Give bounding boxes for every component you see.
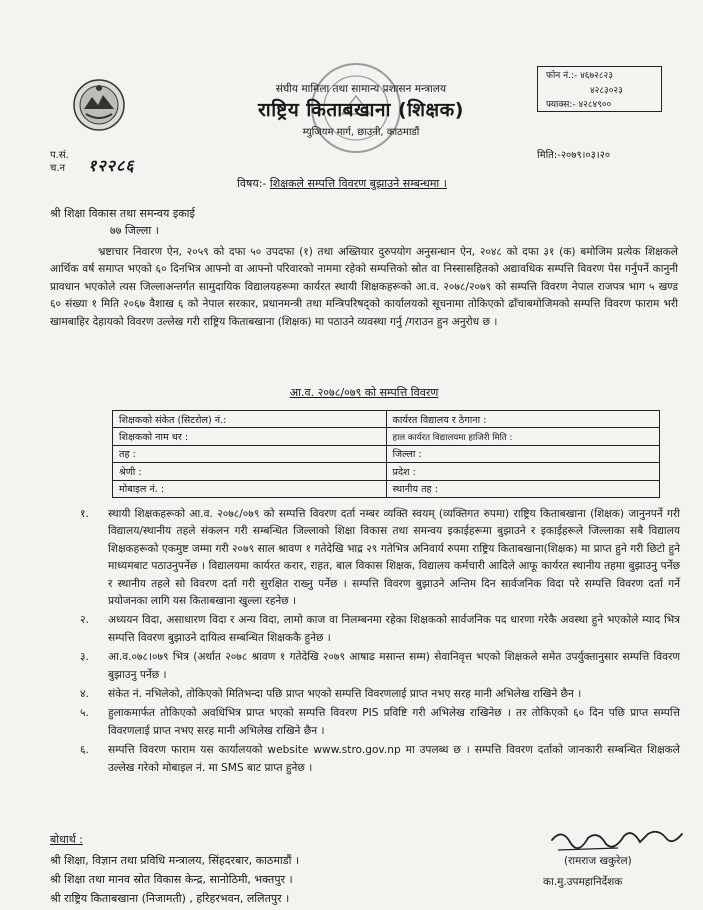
reference-labels: [50, 149, 69, 175]
cc-line: श्री शिक्षा, विज्ञान तथा प्रविधि मन्त्रालय, सिंहदरबार, काठमाडौं ।: [50, 854, 300, 867]
form-table-title: आ.व. २०७८/०७९ को सम्पत्ति विवरण: [289, 386, 439, 399]
list-item-number: ६.: [80, 744, 89, 757]
table-row: [113, 480, 660, 497]
instruction-list: [80, 506, 680, 779]
table-cell: मोबाइल नं. :: [113, 480, 387, 497]
office-title: राष्ट्रिय किताबखाना (शिक्षक): [258, 99, 464, 121]
list-item: [80, 705, 680, 740]
list-item: [80, 612, 680, 647]
recipient-line-1: श्री शिक्षा विकास तथा समन्वय इकाई: [50, 207, 195, 220]
table-cell: तह :: [113, 445, 387, 462]
list-item-number: ४.: [80, 688, 89, 701]
table-row: [113, 428, 660, 445]
chn-label: च.न: [50, 163, 66, 174]
cc-heading: बोधार्थ :: [50, 833, 83, 846]
list-item-text: हुलाकमार्फत तोकिएको अवधिभित्र प्राप्त भएको सम्पत्ति विवरण PIS प्रविष्टि गरी अभिलेख राखिनेछ । तर तोकिएको ६० दिन पछि प्राप्त सम्पत्ति विवरणलाई प्राप्त नभए सरह मानी अभिलेख राखिने छैन ।: [108, 707, 680, 737]
signatory-name: (रामराज खकुरेल): [564, 855, 632, 867]
subject-text: शिक्षकले सम्पत्ति विवरण बुझाउने सम्बन्धमा ।: [269, 177, 447, 190]
contact-box: [537, 66, 662, 112]
table-cell: शिक्षकको नाम थर :: [113, 428, 387, 445]
subject-label: विषय:-: [237, 177, 267, 190]
signatory-title: का.मु.उपमहानिर्देशक: [543, 876, 623, 888]
table-cell: हाल कार्यरत विद्यालयमा हाजिरी मिति :: [386, 428, 660, 445]
nepal-emblem-logo: [72, 78, 126, 132]
list-item-text: स्थायी शिक्षकहरूको आ.व. २०७८/०७९ को सम्पत्ति विवरण दर्ता नम्बर व्यक्ति स्वयम् (व्यक्तिगत रुपमा) राष्ट्रिय किताबखाना (शिक्षक) जानुनपर्ने गरी विद्यालय/स्थानीय तहले संकलन गरी सम्बन्धित जिल्लाको शिक्षा विकास तथा समन्वय इकाईहरूमा बुझाउने र इकाईहरूले जिल्लाका सबै विद्यालय शिक्षकहरूको एकमुष्ट जम्मा गरी २०७९ साल श्रावण १ गतेदेखि भाद्र २९ गतेभित्र अनिवार्य रुपमा राष्ट्रिय किताबखाना(शिक्षक) मा प्राप्त हुने गरी छिटो हुने माध्यमबाट पठाउनुपर्नेछ । विद्यालयमा कार्यरत करार, राहत, बाल विकास शिक्षक, विद्यालय कर्मचारी आदिले आफू कार्यरत स्थानीय तहमा बुझाउनु पर्नेछ र स्थानीय तहले सो विवरण दर्ता गरी सुरक्षित राख्नु पर्नेछ । सम्पत्ति विवरण बुझाउने अन्तिम दिन सार्वजनिक विदा परे सम्पत्ति विवरण दर्ता गर्ने प्रयोजनका लागि यस किताबखाना खुल्ला रहनेछ ।: [108, 508, 680, 608]
list-item-text: आ.व.०७८।०७९ भित्र (अर्थात २०७८ श्रावण १ गतेदेखि २०७९ आषाढ मसान्त सम्म) सेवानिवृत्त भएको शिक्षकले समेत उपर्युक्तानुसार सम्पत्ति विवरण बुझाउनु पर्नेछ ।: [108, 651, 680, 681]
asset-details-table: [112, 410, 660, 498]
fax-number: फ्याक्स:- ४२८४९००: [546, 100, 612, 110]
table-row: [113, 463, 660, 480]
table-cell: जिल्ला :: [386, 445, 660, 462]
table-cell: श्रेणी :: [113, 463, 387, 480]
list-item-number: १.: [80, 508, 89, 520]
letter-date: मिति:-२०७९।०३।२०: [537, 150, 611, 161]
table-cell: कार्यरत विद्यालय र ठेगाना :: [386, 411, 660, 428]
list-item-number: २.: [80, 614, 89, 627]
phone-number-1: फोन नं.:- ४६७२८२३: [546, 71, 613, 81]
list-item: [80, 686, 680, 703]
cc-line: श्री शिक्षा तथा मानव स्रोत विकास केन्द्र, सानोठिमी, भक्तपुर ।: [50, 873, 293, 886]
cc-line: श्री राष्ट्रिय किताबखाना (निजामती) , हरिहरभवन, ललितपुर ।: [50, 892, 290, 905]
table-row: [113, 411, 660, 428]
signature: [548, 824, 688, 858]
table-cell: प्रदेश :: [386, 463, 660, 480]
list-item: [80, 649, 680, 684]
list-item: [80, 742, 680, 777]
ps-label: प.सं.: [50, 150, 69, 161]
dispatch-number: १२२८६: [88, 156, 135, 175]
list-item-text: सम्पत्ति विवरण फाराम यस कार्यालयको website www.stro.gov.np मा उपलब्ध छ । सम्पत्ति विवरण दर्ताको जानकारी सम्बन्धित शिक्षकले उल्लेख गरेको मोबाइल नं. मा SMS बाट प्राप्त हुनेछ ।: [108, 744, 680, 774]
ministry-name: संघीय मामिला तथा सामान्य प्रशासन मन्त्रालय: [275, 83, 447, 95]
recipient-line-2: ७७ जिल्ला ।: [110, 224, 159, 237]
table-cell: स्थानीय तह :: [386, 480, 660, 497]
body-paragraph: भ्रष्टाचार निवारण ऐन, २०५९ को दफा ५० उपदफा (१) तथा अख्तियार दुरुपयोग अनुसन्धान ऐन, २०४८ को दफा ३१ (क) बमोजिम प्रत्येक शिक्षकले आर्थिक वर्ष समाप्त भएको ६० दिनभित्र आफ्नो वा आफ्नो परिवारको नाममा रहेको सम्पत्तिको स्रोत वा निस्सासहितको अद्यावधिक सम्पत्ति विवरण पेस गर्नुपर्ने कानुनी प्रावधान भएकोले त्यस जिल्लाअन्तर्गत सामुदायिक विद्यालयहरूमा कार्यरत स्थायी शिक्षकहरूको आ.व. २०७८/२०७९ को सम्पत्ति विवरण नेपाल राजपत्र भाग ५ खण्ड ६० संख्या १ मिति २०६७ वैशाख ६ को नेपाल सरकार, प्रधानमन्त्री तथा मन्त्रिपरिषद्को कार्यालयको सूचनामा तोकिएको ढाँचाबमोजिमको सम्पत्ति विवरण फाराम भरी खामबाहिर देहायको विवरण उल्लेख गरी राष्ट्रिय किताबखाना (शिक्षक) मा पठाउने व्यवस्था गर्नु /गराउन हुन अनुरोध छ ।: [50, 246, 678, 328]
table-row: [113, 445, 660, 462]
list-item-text: संकेत नं. नभिलेको, तोकिएको मितिभन्दा पछि प्राप्त भएको सम्पत्ति विवरणलाई प्राप्त नभए सरह मानी अभिलेख राखिने छैन ।: [108, 688, 582, 701]
list-item: [80, 506, 680, 610]
office-address: म्युजियम मार्ग, छाउनी, काठमाडौं: [302, 127, 420, 138]
list-item-number: ३.: [80, 651, 89, 664]
list-item-number: ५.: [80, 707, 89, 720]
phone-number-2: ४२८३०२३: [590, 85, 623, 96]
table-cell: शिक्षकको संकेत (सिटरोल) नं.:: [113, 411, 387, 428]
list-item-text: अध्ययन विदा, असाधारण विदा र अन्य विदा, लामो काज वा निलम्बनमा रहेका शिक्षकको सार्वजनिक पद धारणा गरेकै अवस्था हुने भएकोले म्याद भित्र सम्पत्ति विवरण बुझाउने दायित्व सम्बन्धित शिक्षककै हुनेछ ।: [108, 614, 680, 644]
subject-line: [237, 176, 447, 191]
